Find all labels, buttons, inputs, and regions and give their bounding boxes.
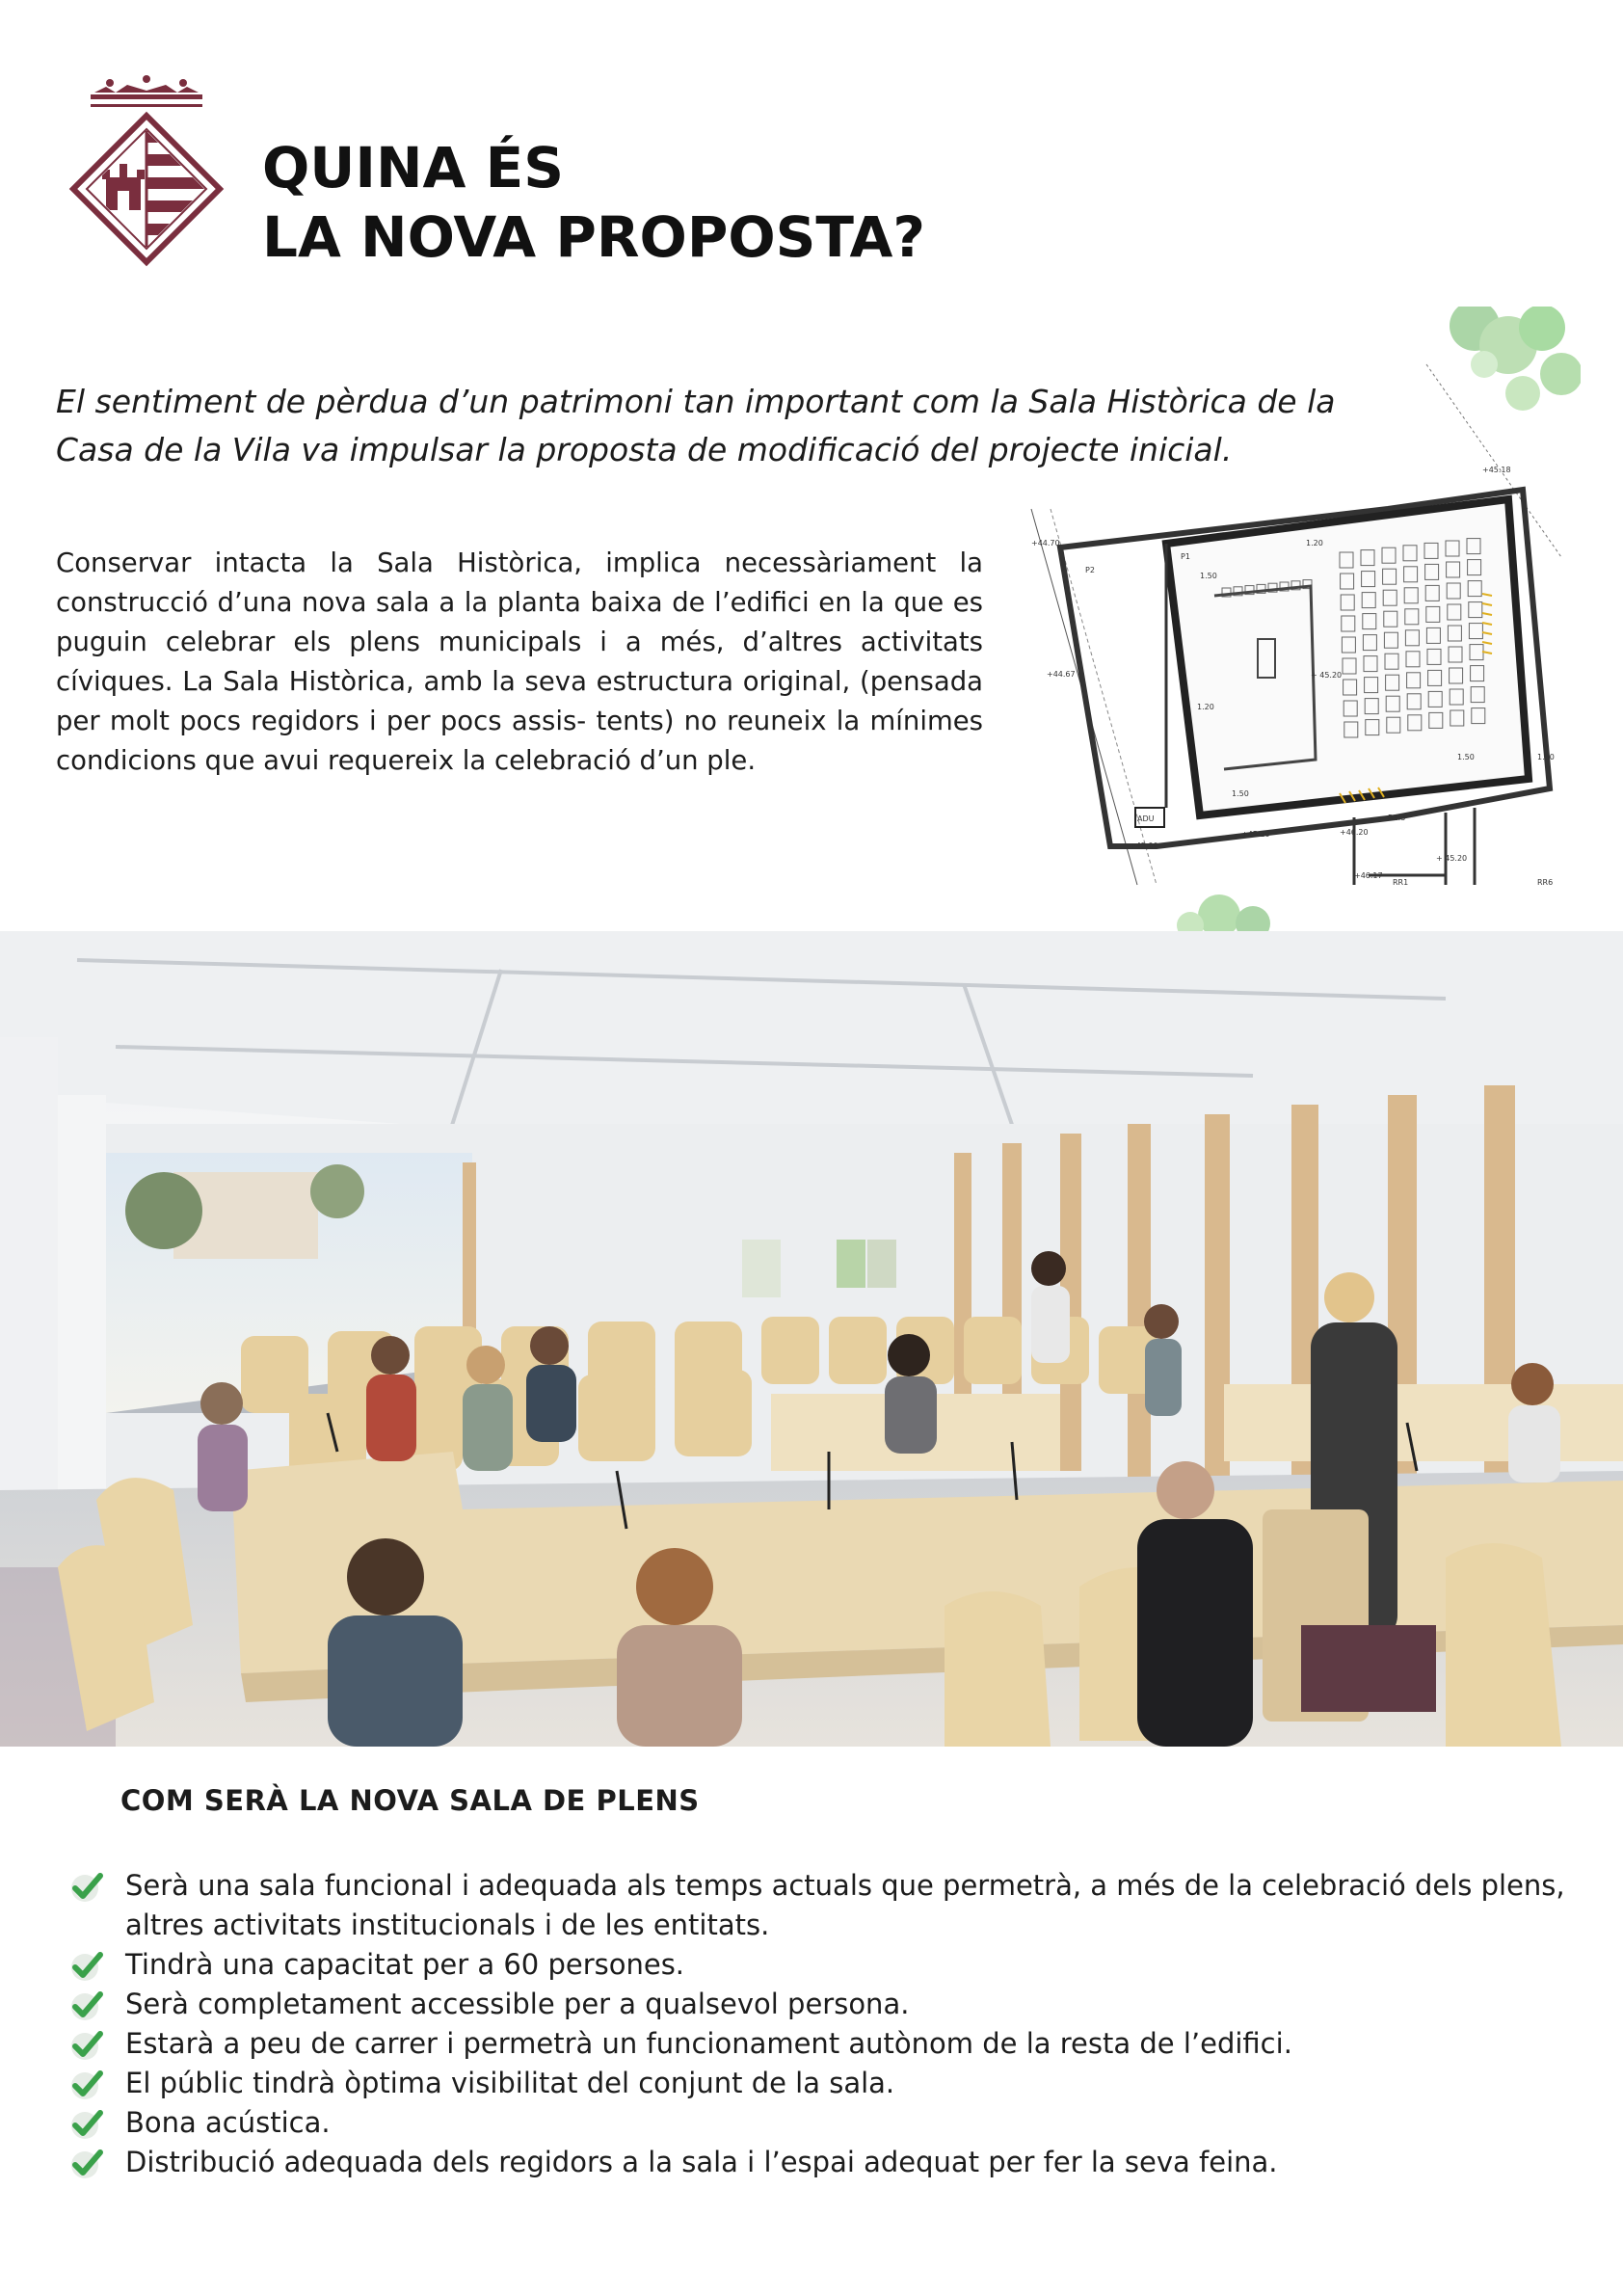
check-icon bbox=[69, 1872, 104, 1903]
plan-level-g: +46.20 bbox=[1340, 828, 1369, 837]
title-line-1: QUINA ÉS bbox=[262, 135, 564, 200]
floor-plan-illustration bbox=[1022, 307, 1581, 933]
check-icon bbox=[69, 1990, 104, 2021]
feature-list bbox=[69, 1866, 1573, 2182]
plan-dim-a: 1.20 bbox=[1306, 539, 1323, 547]
council-hall-render bbox=[0, 931, 1623, 1747]
list-item-text: El públic tindrà òptima visibilitat del conjunt de la sala. bbox=[125, 2067, 895, 2099]
plan-label-rr1: RR1 bbox=[1393, 878, 1409, 887]
plan-dim-b: 1.50 bbox=[1200, 572, 1217, 580]
check-icon bbox=[69, 2069, 104, 2100]
intro-paragraph: El sentiment de pèrdua d’un patrimoni tan important com la Sala Històrica de la Casa de la Vila va impulsar la proposta de modificació del projecte inicial. bbox=[56, 383, 1336, 468]
plan-label-rr6: RR6 bbox=[1537, 878, 1554, 887]
plan-level-a: +44.70 bbox=[1031, 539, 1060, 547]
plan-dim-c: 1.50 bbox=[1457, 753, 1475, 761]
list-item-text: Serà completament accessible per a qualsevol persona. bbox=[125, 1988, 910, 2020]
check-icon bbox=[69, 2109, 104, 2140]
plan-dim-e: 1.50 bbox=[1232, 789, 1249, 798]
list-item-text: Bona acústica. bbox=[125, 2106, 331, 2139]
list-item bbox=[69, 1985, 1573, 2024]
list-item bbox=[69, 2024, 1573, 2064]
plan-label-r13: R1.3 bbox=[1388, 814, 1406, 822]
check-icon bbox=[69, 2149, 104, 2179]
plan-level-f: +45.20 bbox=[1241, 830, 1270, 839]
body-paragraph: Conservar intacta la Sala Històrica, implica necessàriament la construcció d’una nova sala a la planta baixa de l’edifici en la que es puguin celebrar els plens municipals i a més, d’altres activitats cíviques. La Sala Històrica, amb la seva estructura original, (pensada per molt pocs regidors i per pocs assis- tents) no reuneix la mínimes condicions que avui requereix la celebració d’un ple. bbox=[56, 547, 983, 776]
plan-label-area: + 45.20 bbox=[1311, 671, 1343, 680]
plan-label-adu: ADU bbox=[1137, 814, 1155, 823]
list-item-text: Estarà a peu de carrer i permetrà un funcionament autònom de la resta de l’edifici. bbox=[125, 2027, 1292, 2060]
check-icon bbox=[69, 2030, 104, 2061]
list-item-text: Distribució adequada dels regidors a la sala i l’espai adequat per fer la seva feina. bbox=[125, 2146, 1278, 2178]
plan-level-b: +44.67 bbox=[1047, 670, 1076, 679]
plan-label-p1: P1 bbox=[1181, 552, 1190, 561]
municipal-coat-of-arms-logo bbox=[67, 73, 226, 285]
section-heading: COM SERÀ LA NOVA SALA DE PLENS bbox=[120, 1784, 700, 1817]
plan-label-p2: P2 bbox=[1085, 566, 1095, 574]
check-icon bbox=[69, 1951, 104, 1982]
list-item bbox=[69, 2064, 1573, 2103]
list-item-text: Tindrà una capacitat per a 60 persones. bbox=[125, 1948, 685, 1981]
plan-label-area-2: + 45.20 bbox=[1436, 854, 1468, 863]
plan-level-d: +46.17 bbox=[1354, 871, 1383, 880]
title-line-2: LA NOVA PROPOSTA? bbox=[262, 204, 926, 270]
list-item-text: Serà una sala funcional i adequada als temps actuals que permetrà, a més de la celebració dels plens, altres activitats institucionals i de les entitats. bbox=[125, 1869, 1565, 1941]
list-item bbox=[69, 1866, 1573, 1945]
page-title bbox=[262, 133, 925, 272]
plan-level-c: +45.00 bbox=[1130, 841, 1158, 850]
plan-dim-f: 1.50 bbox=[1537, 753, 1555, 761]
list-item bbox=[69, 2143, 1573, 2182]
plan-dim-d: 1.20 bbox=[1197, 703, 1214, 711]
plan-level-e: +45.18 bbox=[1482, 466, 1511, 474]
list-item bbox=[69, 1945, 1573, 1985]
list-item bbox=[69, 2103, 1573, 2143]
foliage-top bbox=[1450, 307, 1581, 411]
foliage-bottom bbox=[1177, 894, 1270, 933]
